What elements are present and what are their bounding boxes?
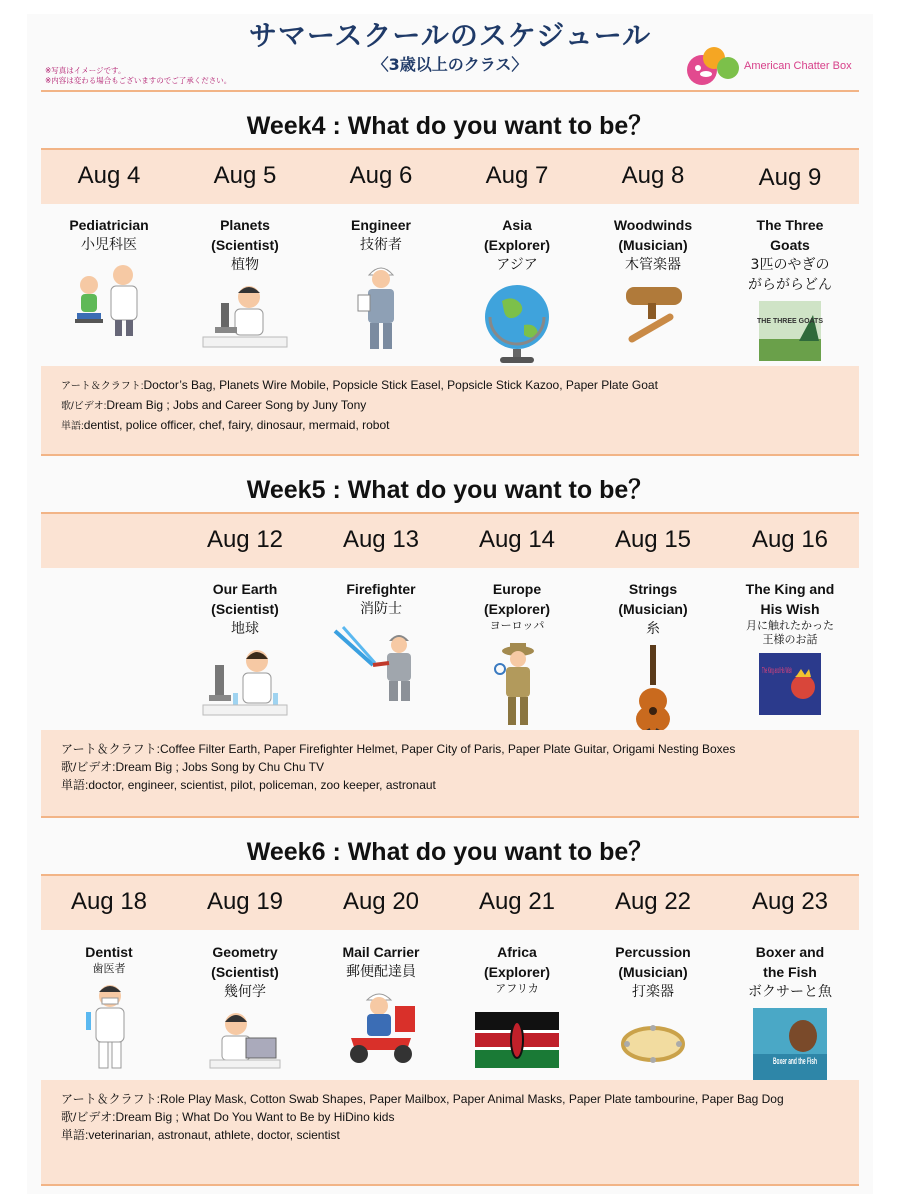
day-topic-jp: 植物 [231,257,259,273]
week4-day-3 [313,215,449,353]
day-topic: Planets (Scientist) [211,217,279,253]
week5-info [41,730,859,818]
day-topic: Asia (Explorer) [483,217,551,253]
day-topic-jp: アフリカ [495,982,539,995]
week4-day-4 [449,215,585,367]
day-topic-jp: 打楽器 [632,984,674,1000]
page-subtitle: 〈3歳以上のクラス〉 [372,55,528,74]
day-topic-jp: 糸 [646,621,660,637]
day-topic: Africa (Explorer) [483,944,551,980]
wood-block-instrument-icon [618,281,688,345]
vocab-label: 単語: [61,778,89,792]
vocabulary: veterinarian, astronaut, athlete, doctor, scientist [88,1128,340,1142]
week6-date-6: Aug 23 [751,888,829,915]
week5-day-2 [177,579,313,719]
week5-date-5: Aug 15 [614,526,692,553]
guitar-icon [630,645,676,739]
engineer-helmet-icon [356,261,406,353]
scientist-microscope-icon [203,281,287,351]
vocabulary: dentist, police officer, chef, fairy, dinosaur, mermaid, robot [83,418,390,432]
week5-date-2: Aug 12 [206,526,284,553]
tambourine-icon [621,1020,685,1066]
laptop-worker-icon [210,1008,280,1070]
art-crafts: Role Play Mask, Cotton Swab Shapes, Paper Mailbox, Paper Animal Masks, Paper Plate tambourine, Paper Bag Dog [159,1092,784,1106]
explorer-icon [492,639,542,731]
song-label: 歌/ビデオ: [61,1110,116,1124]
boxer-fish-book-icon [753,1008,827,1082]
vocab-label: 単語: [61,421,84,432]
art-label: アート＆クラフト: [61,381,144,392]
week5-date-6: Aug 16 [751,526,829,553]
art-label: アート＆クラフト: [61,742,160,756]
vocabulary: doctor, engineer, scientist, pilot, policeman, zoo keeper, astronaut [88,778,436,792]
day-topic-jp: アジア [496,257,538,273]
day-topic: Pediatrician [69,217,149,233]
day-topic-jp: 消防士 [360,601,402,617]
week6-date-2: Aug 19 [206,888,284,915]
note-change: ※内容は変わる場合もございますのでご了承ください。 [45,76,232,85]
week5-date-3: Aug 13 [342,526,420,553]
day-topic: Mail Carrier [342,944,420,960]
day-topic: Firefighter [346,581,416,597]
week4-date-1: Aug 4 [77,162,141,189]
week6-title: Week6 : What do you want to be？ [246,838,654,866]
day-topic-jp: 3匹のやぎの がらがらどん [748,257,832,293]
week6-date-4: Aug 21 [478,888,556,915]
week4-day-6 [722,215,858,361]
day-topic: Our Earth (Scientist) [211,581,279,617]
art-crafts: Doctor’s Bag, Planets Wire Mobile, Popsicle Stick Easel, Popsicle Stick Kazoo, Paper Plate Goat [143,378,658,392]
week6-day-2 [177,942,313,1070]
day-topic: Geometry (Scientist) [211,944,279,980]
day-topic-jp: 歯医者 [92,962,126,975]
day-topic: Dentist [85,944,133,960]
day-topic: Boxer and the Fish [755,944,825,980]
week4-date-2: Aug 5 [213,162,277,189]
day-topic: The King and His Wish [745,581,835,617]
week6-day-3 [313,942,449,1068]
week6-date-3: Aug 20 [342,888,420,915]
week6-date-1: Aug 18 [70,888,148,915]
art-crafts: Coffee Filter Earth, Paper Firefighter Helmet, Paper City of Paris, Paper Plate Guitar, Origami Nesting Boxes [159,742,736,756]
week6-date-5: Aug 22 [614,888,692,915]
day-topic: The Three Goats [756,217,824,253]
week6-day-5 [585,942,721,1066]
day-topic-jp: ヨーロッパ [489,619,545,632]
king-book-icon [759,653,821,715]
scientist-lab-icon [203,645,287,719]
book-cover-title: Boxer and the Fish [773,1056,817,1066]
week6-day-6 [722,942,858,1082]
mail-scooter-icon [341,988,421,1068]
week5-day-5 [585,579,721,739]
book-cover-title: The King and His Wish [762,666,792,675]
divider [41,90,859,92]
song-label: 歌/ビデオ: [61,760,116,774]
dentist-icon [84,982,134,1074]
kenya-flag-icon [475,1012,559,1068]
notes [45,66,231,86]
vocab-label: 単語: [61,1128,89,1142]
day-topic: Percussion (Musician) [615,944,691,980]
week4-day-1 [41,215,177,339]
day-topic-jp: 郵便配達員 [346,964,416,980]
day-topic-jp: 木管楽器 [625,257,681,273]
songs: Dream Big ; What Do You Want to Be by HiDino kids [115,1110,395,1124]
day-topic: Europe (Explorer) [483,581,551,617]
day-topic-jp: 月に触れたかった 王様のお話 [746,619,834,646]
day-topic: Engineer [351,217,411,233]
doctor-with-child-icon [69,261,149,339]
logo-text: American Chatter Box [744,60,852,72]
week5-day-4 [449,579,585,731]
song-label: 歌/ビデオ: [61,401,107,412]
week4-info [41,366,859,456]
page-title: サマースクールのスケジュール [248,19,652,52]
week4-date-5: Aug 8 [621,162,685,189]
day-topic-jp: ボクサーと魚 [748,984,832,1000]
note-image: ※写真はイメージです。 [45,66,126,75]
firefighter-hose-icon [333,625,429,705]
globe-icon [482,281,552,367]
week4-title: Week4 : What do you want to be？ [246,112,654,140]
week5-day-6 [722,579,858,715]
day-topic: Woodwinds (Musician) [613,217,693,253]
week5-day-3 [313,579,449,705]
week5-title: Week5 : What do you want to be？ [246,476,654,504]
day-topic-jp: 技術者 [360,237,402,253]
week4-date-6: Aug 9 [758,164,822,191]
week6-day-4 [449,942,585,1068]
day-topic: Strings (Musician) [618,581,688,617]
songs: Dream Big ; Jobs and Career Song by Juny Tony [106,398,367,412]
week6-info [41,1080,859,1186]
day-topic-jp: 小児科医 [81,237,137,253]
art-label: アート＆クラフト: [61,1092,160,1106]
week4-day-2 [177,215,313,351]
week4-date-4: Aug 7 [485,162,549,189]
week4-day-5 [585,215,721,345]
day-topic-jp: 地球 [231,621,259,637]
book-cover-title: THE THREE GOATS [757,318,823,325]
day-topic-jp: 幾何学 [224,984,266,1000]
week4-date-3: Aug 6 [349,162,413,189]
goats-book-icon [759,301,821,361]
week6-day-1 [41,942,177,1074]
songs: Dream Big ; Jobs Song by Chu Chu TV [115,760,324,774]
week5-date-4: Aug 14 [478,526,556,553]
